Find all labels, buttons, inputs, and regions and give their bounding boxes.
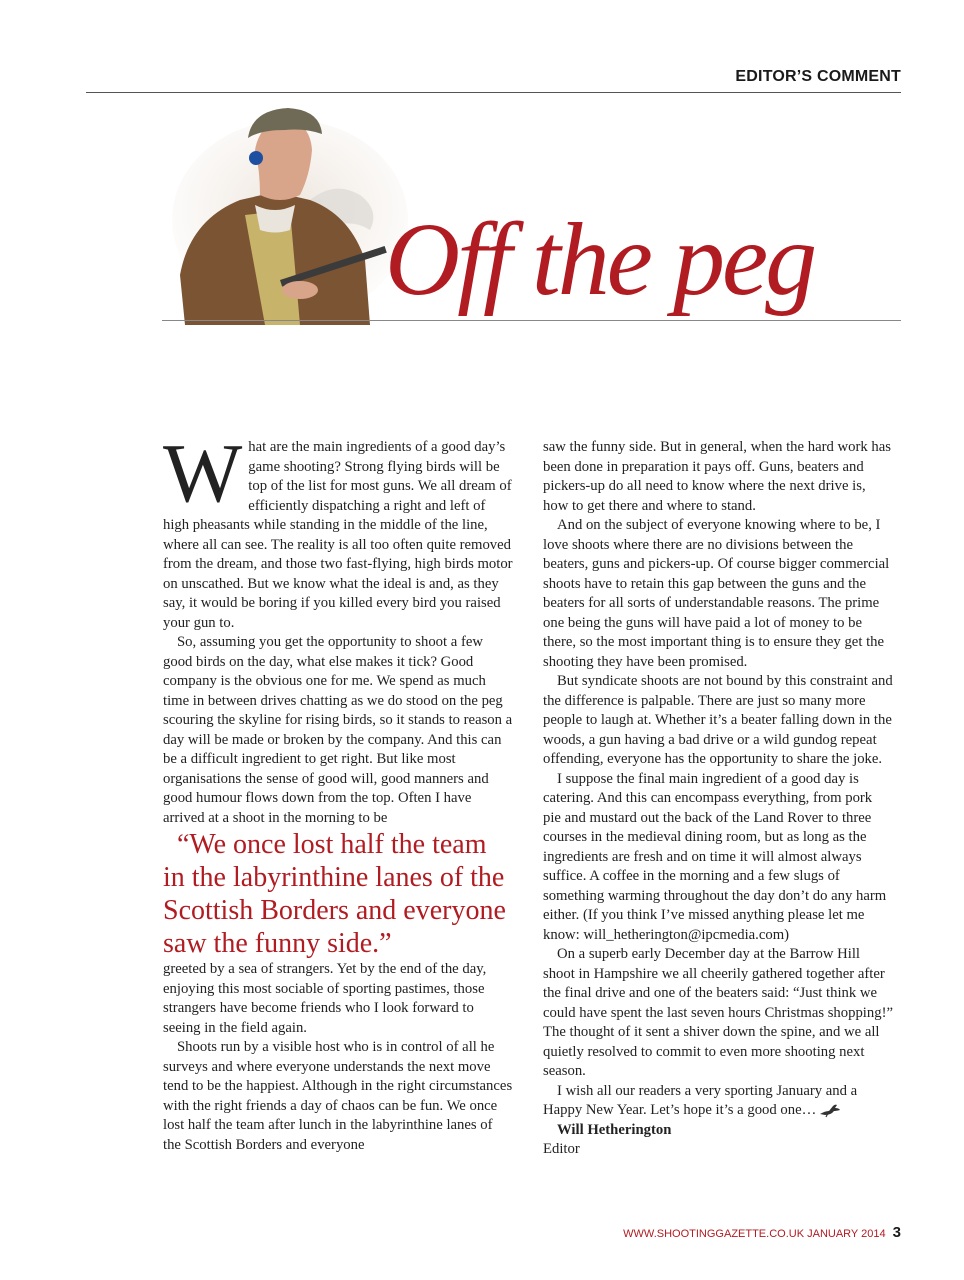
closing-line: I wish all our readers a very sporting January and a Happy New Year. Let’s hope it’s a good one… xyxy=(543,1082,858,1118)
first-paragraph xyxy=(163,427,513,633)
editor-portrait xyxy=(160,100,410,325)
page-footer xyxy=(623,1224,901,1241)
drop-cap: W xyxy=(163,427,243,520)
page-number: 3 xyxy=(892,1224,901,1241)
paragraph: greeted by a sea of strangers. Yet by the end of the day, enjoying this most sociable of sporting pastimes, those strangers have become friends who I look forward to seeing in the field again. xyxy=(163,961,487,1036)
footer-issue-date: JANUARY 2014 xyxy=(807,1228,886,1240)
section-label: EDITOR’S COMMENT xyxy=(735,68,901,85)
signature-title: Editor xyxy=(543,1141,580,1157)
paragraph: I suppose the final main ingredient of a good day is catering. And this can encompass everything, from pork pie and mustard out the back of the Land Rover to three courses in the medieval dining room, but as long as the ingredients are fresh and on time it will almost always suffice. A coffee in the morning and a few slugs of something warming throughout the day don’t do any harm either. (If you think I’ve missed anything please let me know: will_hetherington@ipcmedia.com) xyxy=(543,770,887,943)
paragraph: And on the subject of everyone knowing where to be, I love shoots where there are no divisions between the beaters, guns and pickers-up. Of course bigger commercial shoots have to retain this gap between the guns and the beaters for all sorts of understandable reasons. The prime one being the guns will have paid a lot of money to be there, so the most important thing is to ensure they get the shooting they have been promised. xyxy=(543,517,890,670)
signature-name: Will Hetherington xyxy=(557,1121,672,1138)
title-rule xyxy=(162,320,901,321)
paragraph: But syndicate shoots are not bound by this constraint and the difference is palpable. There are just so many more people to laugh at. Whether it’s a beater falling down in the woods, a gun having a bad drive or a wild gundog repeat offending, everyone has the opportunity to share the joke. xyxy=(543,673,893,767)
pheasant-icon xyxy=(819,1102,841,1118)
paragraph: Shoots run by a visible host who is in control of all he surveys and where everyone understands the next move tend to be the happiest. Although in the right circumstances with the right friends a day of chaos can be fun. We once lost half the team after lunch in the labyrinthine lanes of the Scottish Borders and everyone xyxy=(163,1039,513,1153)
paragraph: saw the funny side. But in general, when the hard work has been done in preparation it pays off. Guns, beaters and pickers-up do all need to know where the next drive is, how to get there and where to stand. xyxy=(543,439,891,514)
article-column-1 xyxy=(163,427,513,1155)
article-headline: Off the peg xyxy=(385,202,815,317)
paragraph-text: hat are the main ingredients of a good day’s game shooting? Strong flying birds will be top of the list for most guns. We all dream of efficiently dispatching a right and left of high pheasants while standing in the middle of the line, where all can see. The reality is all too often quite removed from the dream, and those two fast-flying, high birds motor on unscathed. But we know what the ideal is and, as they say, it would be boring if you killed every bird you raised your gun to. xyxy=(163,439,513,631)
paragraph: On a superb early December day at the Barrow Hill shoot in Hampshire we all cheerily gathered together after the final drive and one of the beaters said: “Just think we could have spent the last seven hours Christmas shopping!” The thought of it sent a shiver down the spine, and we all quietly resolved to commit to even more shooting next season. xyxy=(543,946,893,1079)
paragraph: So, assuming you get the opportunity to shoot a few good birds on the day, what else makes it tick? Good company is the obvious one for me. We spend as much time in between drives chatting as we do stood on the peg scouring the skyline for rising birds, so it stands to reason a day will be made or broken by the company. And this can be a difficult ingredient to get right. But like most organisations the sense of good will, good manners and good humour flows down from the top. Often I have arrived at a shoot in the morning to be xyxy=(163,634,513,826)
header-rule xyxy=(86,92,901,93)
pull-quote: “We once lost half the team in the labyrinthine lanes of the Scottish Borders and everyone saw the funny side.” xyxy=(163,829,506,959)
footer-website: WWW.SHOOTINGGAZETTE.CO.UK xyxy=(623,1228,805,1240)
article-column-2 xyxy=(543,438,893,1160)
closing-paragraph xyxy=(543,1082,893,1121)
